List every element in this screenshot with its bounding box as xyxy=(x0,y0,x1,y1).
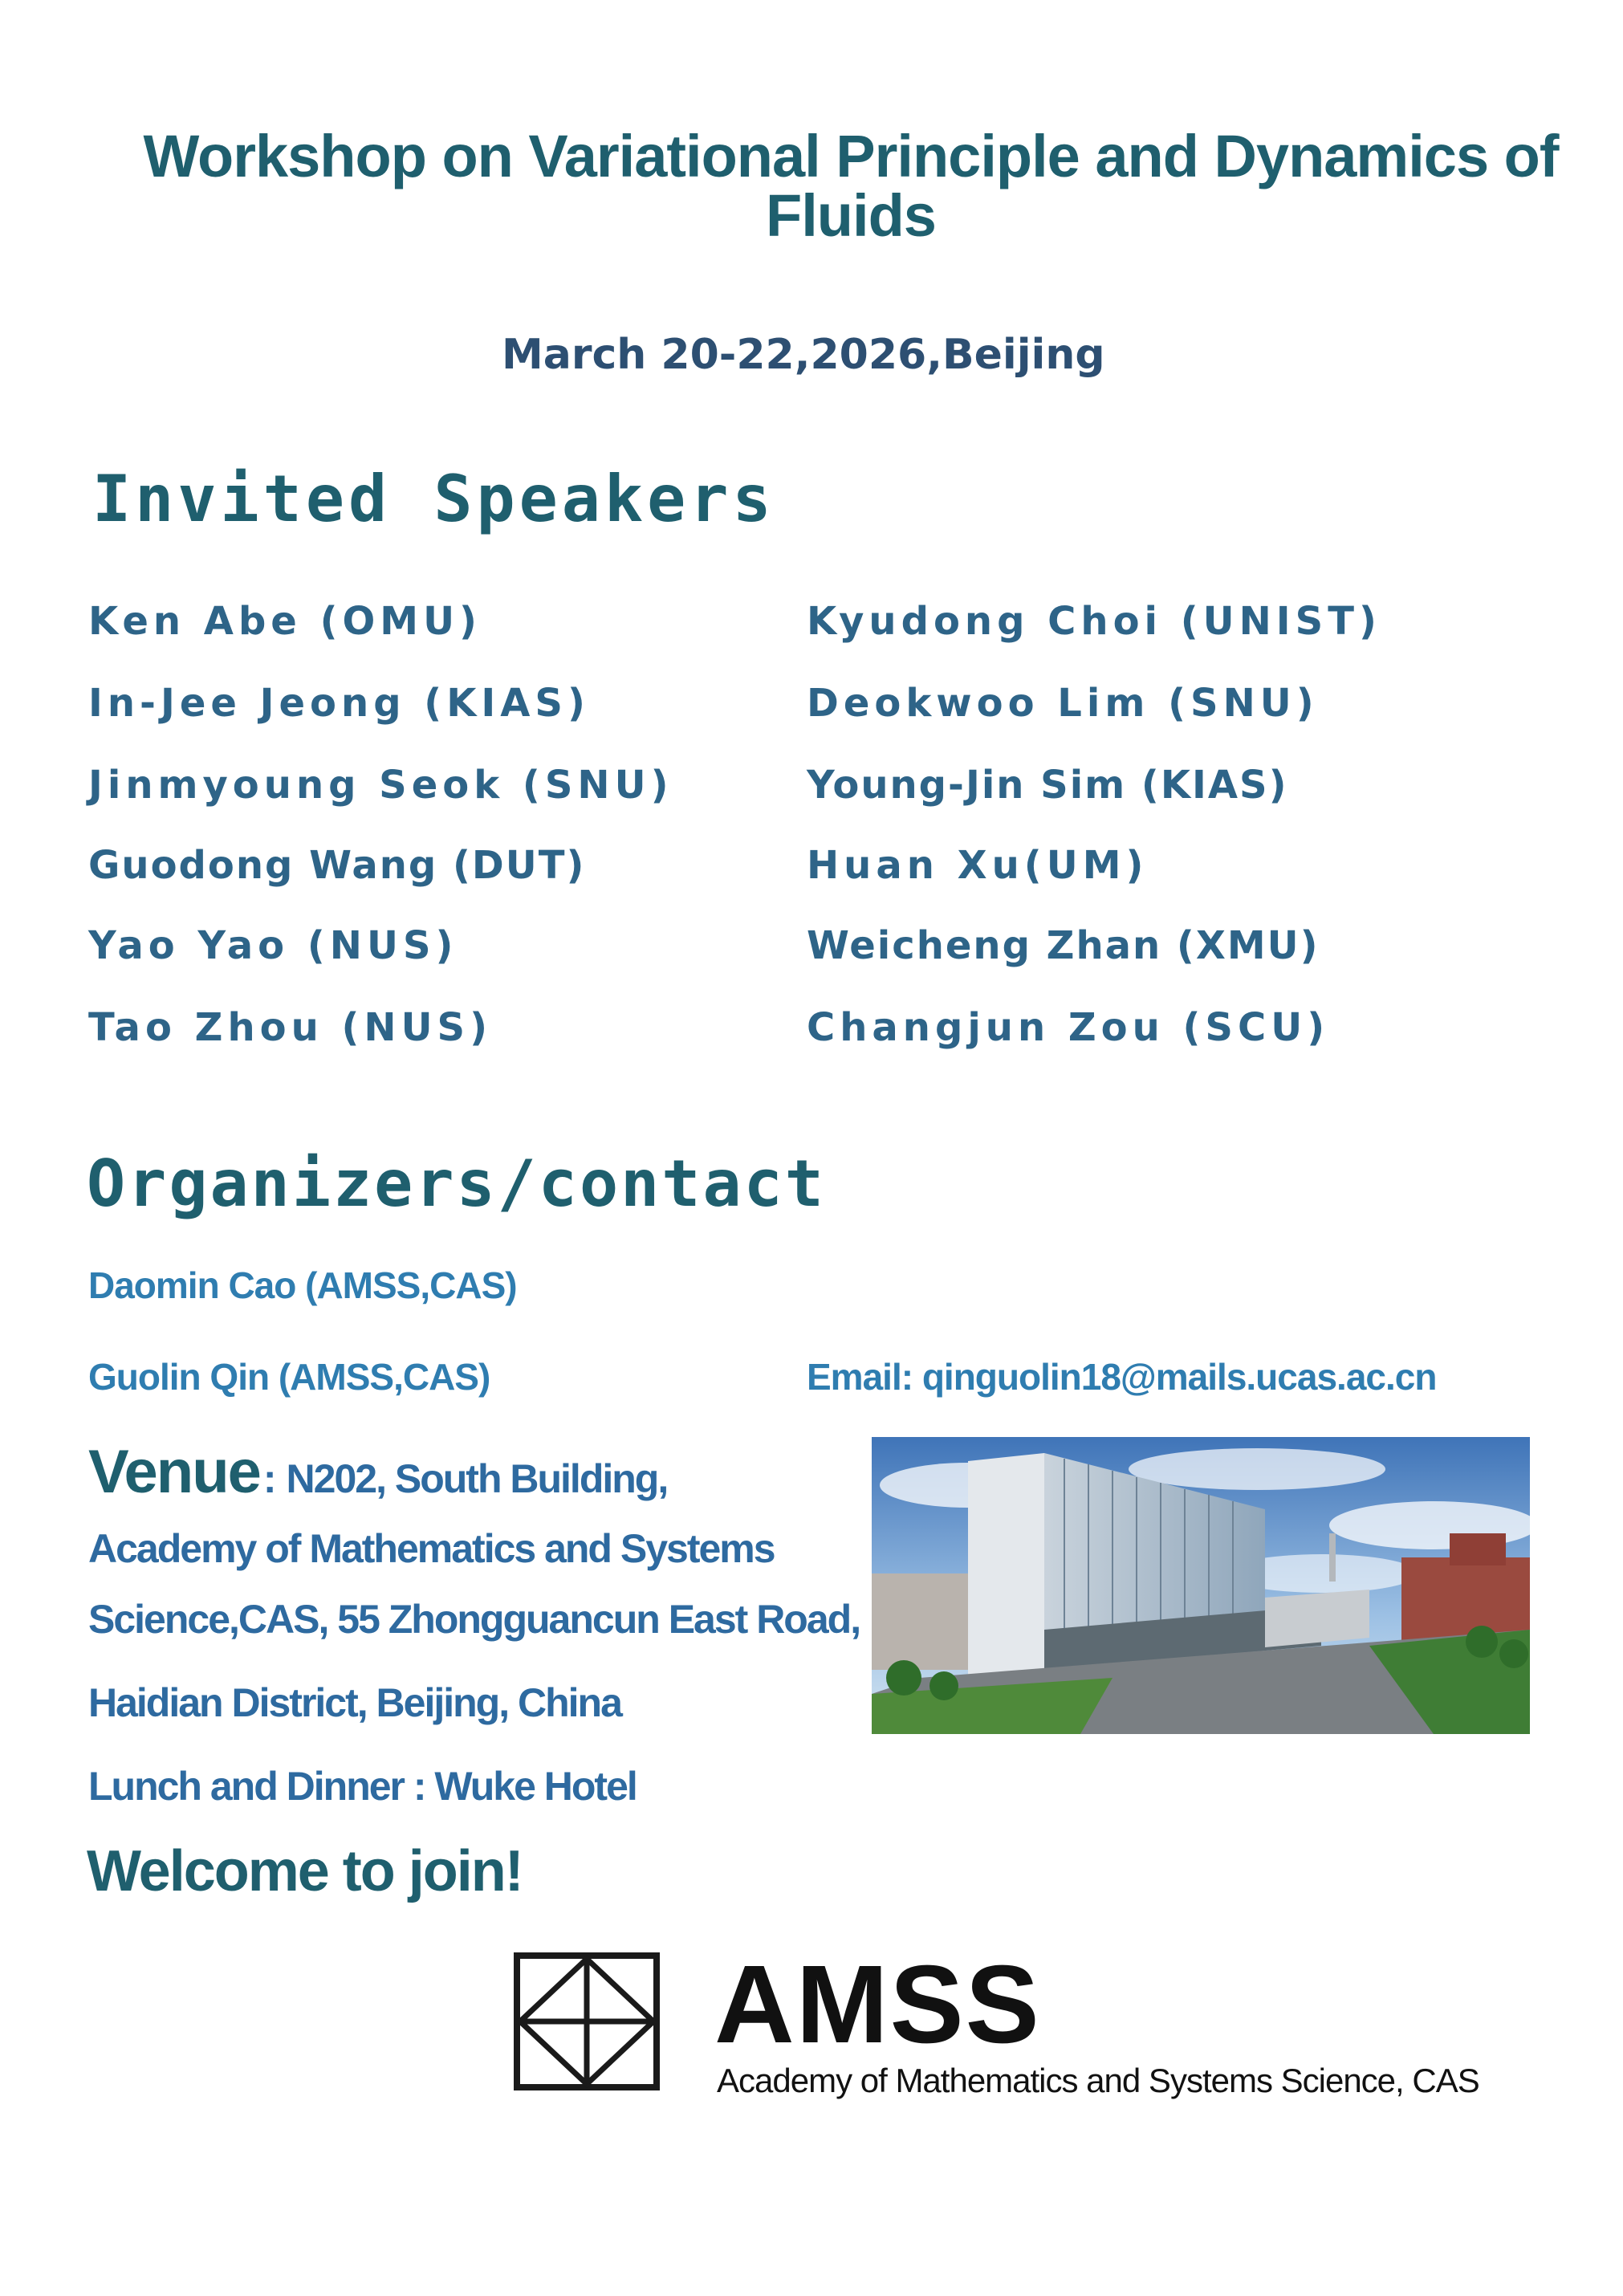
organizer-item: Guolin Qin (AMSS,CAS) xyxy=(88,1356,490,1398)
amss-wordmark: AMSS xyxy=(714,1943,1041,2066)
speaker-item: Jinmyoung Seok (SNU) xyxy=(88,763,673,808)
amss-emblem xyxy=(514,1952,660,2090)
speaker-item: In-Jee Jeong (KIAS) xyxy=(88,681,590,726)
venue-label: Venue xyxy=(88,1438,260,1506)
speaker-item: Tao Zhou (NUS) xyxy=(88,1005,493,1050)
speaker-item: Weicheng Zhan (XMU) xyxy=(807,923,1320,968)
venue-line: Haidian District, Beijing, China xyxy=(88,1680,621,1725)
date-location: March 20-22,2026,Beijing xyxy=(502,331,1105,379)
speaker-item: Changjun Zou (SCU) xyxy=(807,1005,1330,1050)
organizer-item: Daomin Cao (AMSS,CAS) xyxy=(88,1264,517,1306)
venue-line: Science,CAS, 55 Zhongguancun East Road, xyxy=(88,1597,860,1642)
speaker-item: Ken Abe (OMU) xyxy=(88,599,482,644)
welcome-message: Welcome to join! xyxy=(87,1839,523,1903)
venue-first-line xyxy=(88,1437,667,1507)
workshop-title: Workshop on Variational Principle and Dynamics of Fluids xyxy=(143,123,1559,249)
organizers-heading: Organizers/contact xyxy=(87,1146,826,1221)
venue-line: Academy of Mathematics and Systems xyxy=(88,1526,775,1571)
invited-speakers-heading: Invited Speakers xyxy=(92,462,775,536)
speaker-item: Kyudong Choi (UNIST) xyxy=(807,599,1381,644)
speaker-item: Deokwoo Lim (SNU) xyxy=(807,681,1319,726)
speaker-item: Young-Jin Sim (KIAS) xyxy=(807,763,1288,808)
venue-separator: : xyxy=(262,1456,275,1501)
speaker-item: Yao Yao (NUS) xyxy=(88,923,458,968)
venue-line: N202, South Building, xyxy=(286,1456,668,1501)
amss-full-name: Academy of Mathematics and Systems Science, CAS xyxy=(717,2062,1479,2099)
contact-email[interactable]: Email: qinguolin18@mails.ucas.ac.cn xyxy=(807,1356,1437,1398)
speaker-item: Guodong Wang (DUT) xyxy=(88,843,586,888)
meals-info: Lunch and Dinner : Wuke Hotel xyxy=(88,1764,637,1809)
speaker-item: Huan Xu(UM) xyxy=(807,843,1149,888)
building-photo xyxy=(872,1437,1530,1734)
